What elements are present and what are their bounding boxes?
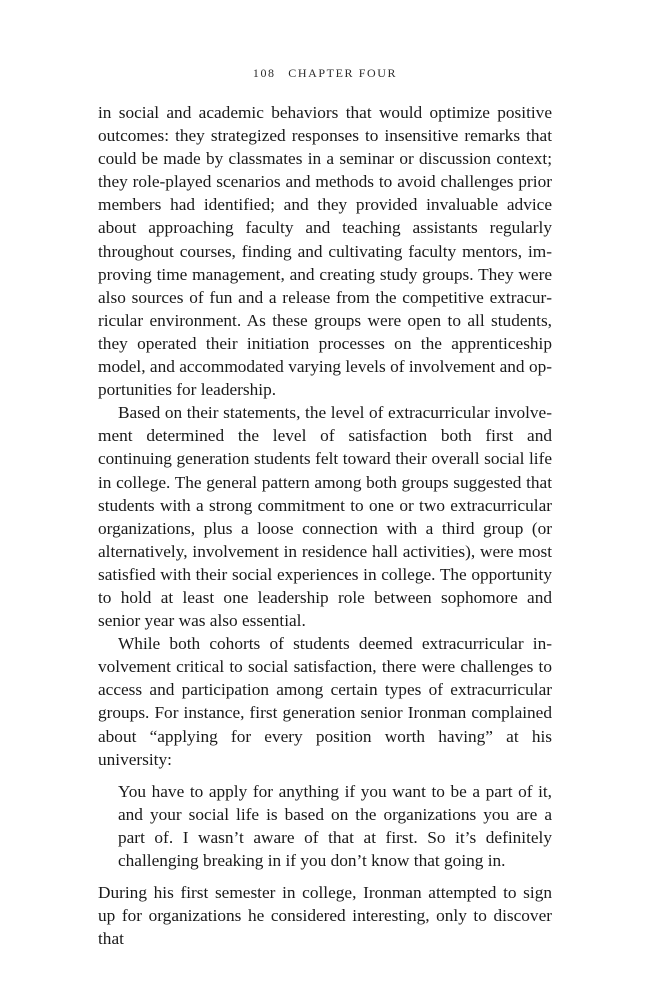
paragraph-involvement: Based on their statements, the level of extracurricular involvement determined the level of satisfaction both first and continuing generation students felt toward their overall social life in college. The general pattern among both groups suggested that students with a strong commitment to one or two extracurricular organizations, plus a loose connection with a third group (or alternatively, involvement in residence hall activities), were most satisfied with their social experiences in college. The opportunity to hold at least one leadership role between sophomore and senior year was also essential. bbox=[98, 403, 552, 631]
paragraph-continued: in social and academic behaviors that would optimize positive outcomes: they strategized responses to insensitive remarks that could be made by classmates in a seminar or discussion context; they role-played scenarios and methods to avoid challenges prior members had identified; and they provided invaluable advice about approaching faculty and teaching assistants regularly throughout courses, finding and cultivating faculty mentors, improving time management, and creating study groups. They were also sources of fun and a release from the competitive extracurricular environment. As these groups were open to all students, they operated their initiation processes on the apprenticeship model, and accommodated varying levels of involvement and opportunities for leadership. bbox=[98, 103, 552, 400]
body-text bbox=[98, 101, 552, 950]
running-head bbox=[0, 66, 650, 81]
paragraph-ironman: During his first semester in college, Ironman attempted to sign up for organizations he considered interesting, only to discover that bbox=[98, 883, 552, 949]
paragraph-cohorts: While both cohorts of students deemed extracurricular involvement critical to social satisfaction, there were challenges to access and participation among certain types of extracurricular groups. For instance, first generation senior Ironman complained about “applying for every position worth having” at his university: bbox=[98, 634, 552, 769]
page-number: 108 bbox=[252, 66, 276, 80]
chapter-title: CHAPTER FOUR bbox=[288, 66, 398, 80]
block-quote: You have to apply for anything if you want to be a part of it, and your social life is based on the organizations you are a part of. I wasn’t aware of that at first. So it’s definitely challenging breaking in if you don’t know that going in. bbox=[118, 781, 552, 870]
